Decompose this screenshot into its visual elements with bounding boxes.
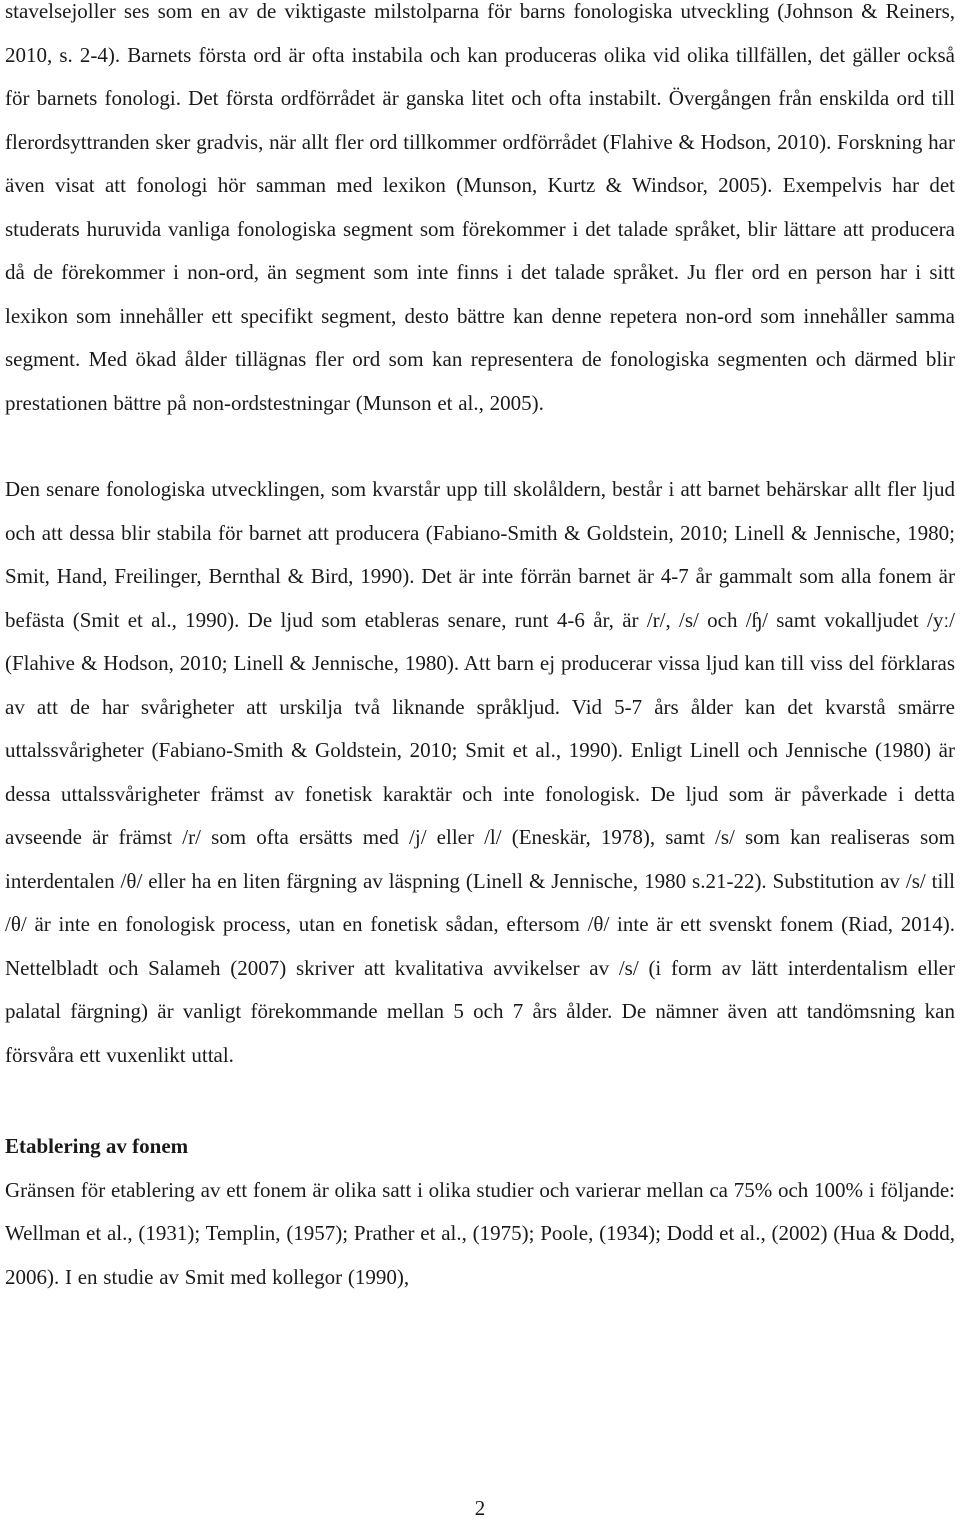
body-paragraph-2: Den senare fonologiska utvecklingen, som kvarstår upp till skolåldern, består i att barnet behärskar allt fler ljud och att dessa blir stabila för barnet att producera (Fabiano-Smith & Goldstein, 2010; Linell & Jennische, 1980; Smit, Hand, Freilinger, Bernthal & Bird, 1990). Det är inte förrän barnet är 4-7 år gammalt som alla fonem är befästa (Smit et al., 1990). De ljud som etableras senare, runt 4-6 år, är /r/, /s/ och /ɧ/ samt vokalljudet /yː/ (Flahive & Hodson, 2010; Linell & Jennische, 1980). Att barn ej producerar vissa ljud kan till viss del förklaras av att de har svårigheter att urskilja två liknande språkljud. Vid 5-7 års ålder kan det kvarstå smärre uttalssvårigheter (Fabiano-Smith & Goldstein, 2010; Smit et al., 1990). Enligt Linell och Jennische (1980) är dessa uttalssvårigheter främst av fonetisk karaktär och inte fonologisk. De ljud som är påverkade i detta avseende är främst /r/ som ofta ersätts med /j/ eller /l/ (Eneskär, 1978), samt /s/ som kan realiseras som interdentalen /θ/ eller ha en liten färgning av läspning (Linell & Jennische, 1980 s.21-22). Substitution av /s/ till /θ/ är inte en fonologisk process, utan en fonetisk sådan, eftersom /θ/ inte är ett svenskt fonem (Riad, 2014). Nettelbladt och Salameh (2007) skriver att kvalitativa avvikelser av /s/ (i form av lätt interdentalism eller palatal färgning) är vanligt förekommande mellan 5 och 7 års ålder. De nämner även att tandömsning kan försvåra ett vuxenlikt uttal. bbox=[5, 477, 955, 1067]
document-page bbox=[5, 0, 955, 1299]
section-heading: Etablering av fonem bbox=[5, 1134, 189, 1158]
page-number: 2 bbox=[474, 1496, 486, 1520]
section-paragraph: Gränsen för etablering av ett fonem är olika satt i olika studier och varierar mellan ca 75% och 100% i följande: Wellman et al., (1931); Templin, (1957); Prather et al., (1975); Poole, (1934); Dodd et al., (2002) (Hua & Dodd, 2006). I en studie av Smit med kollegor (1990), bbox=[5, 1177, 955, 1289]
body-paragraph-1: stavelsejoller ses som en av de viktigaste milstolparna för barns fonologiska utveckling (Johnson & Reiners, 2010, s. 2-4). Barnets första ord är ofta instabila och kan produceras olika vid olika tillfällen, det gäller också för barnets fonologi. Det första ordförrådet är ganska litet och ofta instabilt. Övergången från enskilda ord till flerordsyttranden sker gradvis, när allt fler ord tillkommer ordförrådet (Flahive & Hodson, 2010). Forskning har även visat att fonologi hör samman med lexikon (Munson, Kurtz & Windsor, 2005). Exempelvis har det studerats huruvida vanliga fonologiska segment som förekommer i det talade språket, blir lättare att producera då de förekommer i non-ord, än segment som inte finns i det talade språket. Ju fler ord en person har i sitt lexikon som innehåller ett specifikt segment, desto bättre kan denne repetera non-ord som innehåller samma segment. Med ökad ålder tillägnas fler ord som kan representera de fonologiska segmenten och därmed blir prestationen bättre på non-ordstestningar (Munson et al., 2005). bbox=[5, 0, 955, 415]
